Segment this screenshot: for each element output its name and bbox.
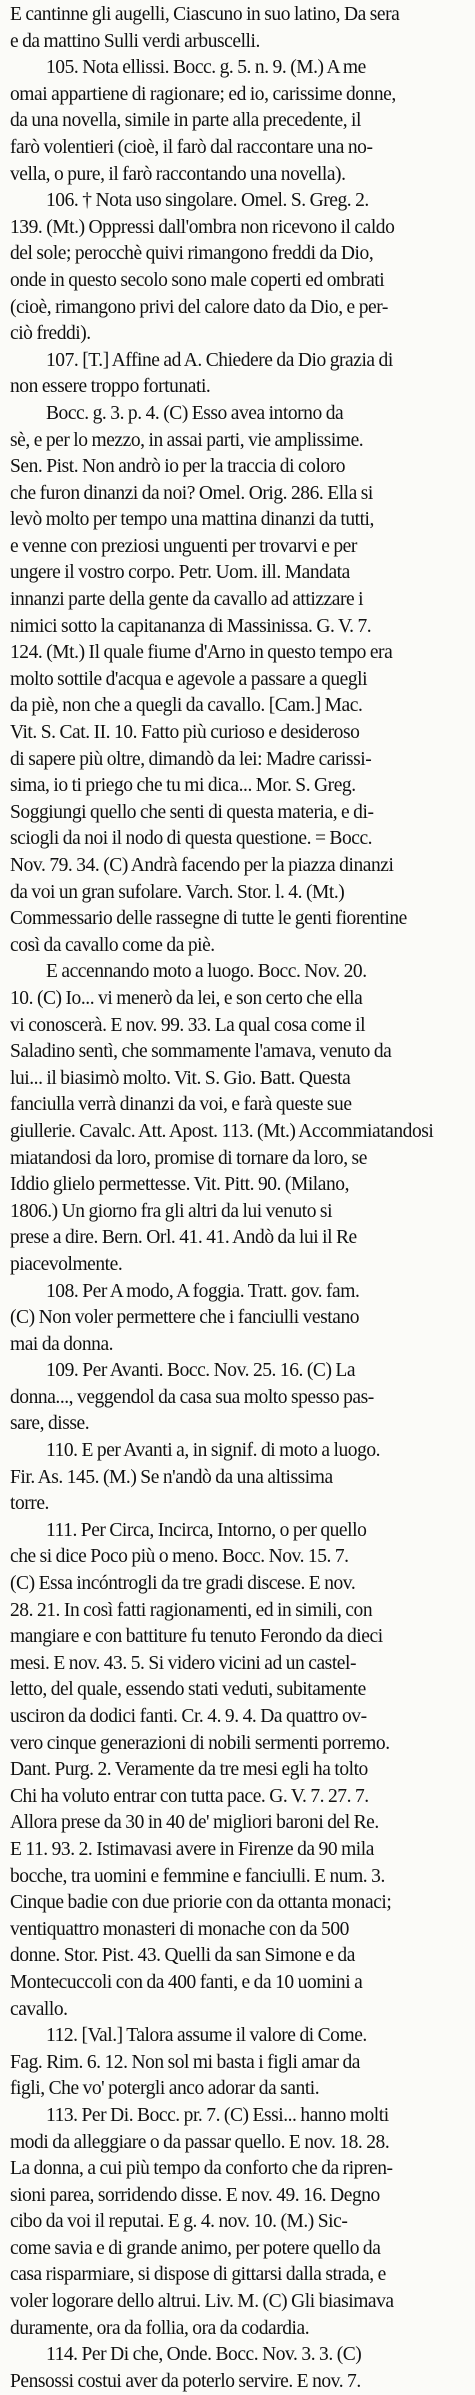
text-line: di sapere più oltre, dimandò da lei: Madre carissi- — [10, 748, 372, 770]
text-line: mesi. E nov. 43. 5. Si videro vicini ad un castel- — [10, 1652, 356, 1674]
text-line: Nov. 79. 34. (C) Andrà facendo per la piazza dinanzi — [10, 855, 394, 876]
text-line: ventiquattro monasteri di monache con da 500 — [10, 1918, 349, 1940]
text-line: duramente, ora da follia, ora da codardia. — [10, 2317, 310, 2339]
text-line: Pensossi costui aver da poterlo servire. E nov. 7. — [10, 2370, 361, 2392]
text-line: (C) Non voler permettere che i fanciulli vestano — [10, 1307, 360, 1329]
text-line: del sole; perocchè quivi rimangono freddi da Dio, — [10, 243, 374, 265]
text-line: E accennando moto a luogo. Bocc. Nov. 20. — [46, 961, 367, 983]
text-line: miatandosi da loro, promise di tornare da loro, se — [10, 1147, 367, 1169]
text-line: Fag. Rim. 6. 12. Non sol mi basta i figli amar da — [10, 2051, 360, 2073]
text-line: vero cinque generazioni di nobili sermenti porremo. — [10, 1732, 390, 1754]
entry-106-heading: 106. † Nota uso singolare. Omel. S. Greg. 2. — [46, 190, 369, 212]
text-line: casa risparmiare, si dispose di gittarsi dalla strada, e — [10, 2264, 386, 2286]
text-line: 28. 21. In così fatti ragionamenti, ed in simili, con — [10, 1599, 373, 1621]
text-line: Montecuccoli con da 400 fanti, e da 10 uomini a — [10, 1971, 363, 1993]
text-line: ciò freddi). — [10, 323, 91, 345]
text-line: bocche, tra uomini e femmine e fanciulli. E num. 3. — [10, 1865, 385, 1887]
text-line: vella, o pure, il farò raccontando una novella). — [10, 163, 346, 185]
text-line: sima, io ti priego che tu mi dica... Mor. S. Greg. — [10, 775, 356, 797]
text-line: non essere troppo fortunati. — [10, 376, 211, 398]
text-line: giullerie. Cavalc. Att. Apost. 113. (Mt.) Accommiatandosi — [10, 1120, 434, 1142]
text-line: La donna, a cui più tempo da conforto che da ripren- — [10, 2158, 393, 2180]
text-line: Iddio glielo permettesse. Vit. Pitt. 90. (Milano, — [10, 1174, 350, 1196]
text-line: Saladino sentì, che sommamente l'amava, venuto da — [10, 1041, 392, 1063]
text-line: omai appartiene di ragionare; ed io, carissime donne, — [10, 83, 396, 105]
text-line: molto sottile d'acqua e agevole a passare a quegli — [10, 668, 368, 690]
entry-105-heading: 105. Nota ellissi. Bocc. g. 5. n. 9. (M.) A me — [46, 57, 366, 79]
text-line: levò molto per tempo una mattina dinanzi da tutti, — [10, 509, 374, 531]
text-line: voler logorare dello altrui. Liv. M. (C) Gli biasimava — [10, 2291, 394, 2313]
text-line: Dant. Purg. 2. Veramente da tre mesi egli ha tolto — [10, 1759, 368, 1781]
text-line: da piè, non che a quegli da cavallo. [Cam.] Mac. — [10, 695, 363, 717]
text-line: (cioè, rimangono privi del calore dato da Dio, e per- — [10, 296, 388, 318]
text-line: Fir. As. 145. (M.) Se n'andò da una altissima — [10, 1466, 333, 1488]
text-line: farò volentieri (cioè, il farò dal raccontare una no- — [10, 136, 373, 158]
text-line: donna..., veggendol da casa sua molto spesso pas- — [10, 1386, 374, 1408]
entry-109-heading: 109. Per Avanti. Bocc. Nov. 25. 16. (C) La — [46, 1360, 356, 1382]
text-line: prese a dire. Bern. Orl. 41. 41. Andò da lui il Re — [10, 1227, 357, 1249]
entry-113-heading: 113. Per Di. Bocc. pr. 7. (C) Essi... hanno molti — [46, 2104, 389, 2126]
text-line: letto, del quale, essendo stati veduti, subitamente — [10, 1679, 366, 1701]
entry-112-heading: 112. [Val.] Talora assume il valore di Come. — [46, 2025, 367, 2047]
text-line: figli, Che vo' potergli anco adorar da santi. — [10, 2078, 320, 2100]
text-line: che si dice Poco più o meno. Bocc. Nov. 15. 7. — [10, 1546, 349, 1568]
text-line: sioni parea, sorridendo disse. E nov. 49. 16. Degno — [10, 2184, 380, 2206]
text-line: innanzi parte della gente da cavallo ad attizzare i — [10, 589, 364, 611]
text-line: Allora prese da 30 in 40 de' migliori baroni del Re. — [10, 1812, 379, 1834]
text-line: Commessario delle rassegne di tutte le genti fiorentine — [10, 908, 407, 930]
text-line: come savia e di grande animo, per potere quello da — [10, 2237, 381, 2259]
text-line: nimici sotto la capitananza di Massinissa. G. V. 7. — [10, 615, 372, 637]
text-line: Sen. Pist. Non andrò io per la traccia di coloro — [10, 456, 346, 478]
text-line: sciogli da noi il nodo di questa questione. = Bocc. — [10, 828, 373, 850]
entry-107-heading: 107. [T.] Affine ad A. Chiedere da Dio grazia di — [46, 349, 393, 371]
entry-114-heading: 114. Per Di che, Onde. Bocc. Nov. 3. 3. (C) — [46, 2344, 362, 2366]
text-line: Bocc. g. 3. p. 4. (C) Esso avea intorno da — [46, 402, 344, 424]
text-line: da una novella, simile in parte alla precedente, il — [10, 110, 361, 132]
text-line: Cinque badie con due priorie con da ottanta monaci; — [10, 1892, 392, 1914]
text-line: mangiare e con battiture fu tenuto Ferondo da dieci — [10, 1626, 383, 1648]
text-line: lui... il biasimò molto. Vit. S. Gio. Batt. Questa — [10, 1067, 351, 1089]
text-line: modi da alleggiare o da passar quello. E nov. 18. 28. — [10, 2131, 390, 2153]
text-line: 1806.) Un giorno fra gli altri da lui venuto si — [10, 1200, 333, 1222]
text-line: così da cavallo come da piè. — [10, 934, 215, 956]
text-line: mai da donna. — [10, 1333, 114, 1355]
text-line: ungere il vostro corpo. Petr. Uom. ill. Mandata — [10, 562, 350, 584]
text-line: torre. — [10, 1493, 49, 1515]
text-line: onde in questo secolo sono male coperti ed ombrati — [10, 269, 385, 291]
text-line: usciron da dodici fanti. Cr. 4. 9. 4. Da quattro ov- — [10, 1706, 367, 1727]
text-line: sè, e per lo mezzo, in assai parti, vie amplissime. — [10, 429, 364, 451]
text-line: sare, disse. — [10, 1413, 90, 1435]
text-line: Soggiungi quello che senti di questa materia, e di- — [10, 801, 374, 823]
text-line: vi conoscerà. E nov. 99. 33. La qual cosa come il — [10, 1014, 366, 1036]
text-line: 10. (C) Io... vi menerò da lei, e son certo che ella — [10, 987, 363, 1009]
text-line: 139. (Mt.) Oppressi dall'ombra non ricevono il caldo — [10, 216, 395, 238]
text-line: cibo da voi il reputai. E g. 4. nov. 10. (M.) Sic- — [10, 2211, 348, 2233]
text-line: e venne con preziosi unguenti per trovarvi e per — [10, 535, 357, 557]
text-line: E cantinne gli augelli, Ciascuno in suo latino, Da sera — [10, 4, 400, 25]
text-line: E 11. 93. 2. Istimavasi avere in Firenze da 90 mila — [10, 1838, 374, 1860]
text-line: Vit. S. Cat. II. 10. Fatto più curioso e desideroso — [10, 722, 360, 744]
text-line: che furon dinanzi da noi? Omel. Orig. 286. Ella si — [10, 482, 373, 504]
text-line: e da mattino Sulli verdi arbuscelli. — [10, 30, 260, 52]
text-line: piacevolmente. — [10, 1253, 123, 1275]
text-line: Chi ha voluto entrar con tutta pace. G. V. 7. 27. 7. — [10, 1785, 369, 1807]
entry-110-heading: 110. E per Avanti a, in signif. di moto a luogo. — [46, 1440, 381, 1462]
text-line: donne. Stor. Pist. 43. Quelli da san Simone e da — [10, 1945, 355, 1967]
entry-111-heading: 111. Per Circa, Incirca, Intorno, o per quello — [46, 1519, 367, 1541]
text-line: (C) Essa incóntrogli da tre gradi discese. E nov. — [10, 1573, 356, 1595]
entry-108-heading: 108. Per A modo, A foggia. Tratt. gov. fam. — [46, 1280, 360, 1302]
text-line: da voi un gran sufolare. Varch. Stor. l. 4. (Mt.) — [10, 881, 345, 903]
text-line: fanciulla verrà dinanzi da voi, e farà queste sue — [10, 1094, 352, 1116]
text-line: 124. (Mt.) Il quale fiume d'Arno in questo tempo era — [10, 642, 393, 664]
text-line: cavallo. — [10, 1998, 68, 2020]
